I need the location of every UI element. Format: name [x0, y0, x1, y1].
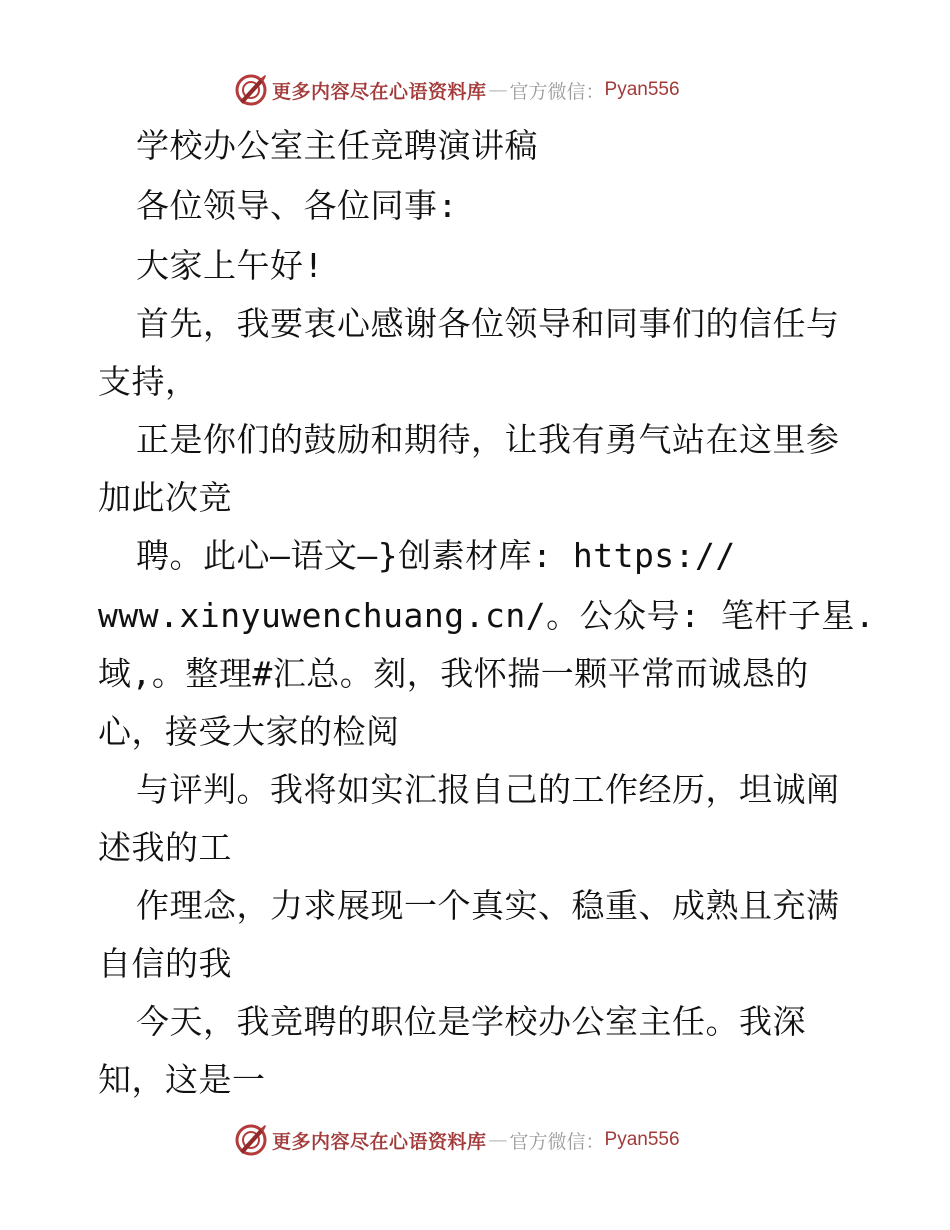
text-line: 域,。整理#汇总。刻，我怀揣一颗平常而诚恳的	[98, 654, 809, 693]
text-line: 心，接受大家的检阅	[98, 712, 400, 751]
text-line: 各位领导、各位同事:	[136, 186, 458, 225]
footer-banner-text: 更多内容尽在心语资料库	[272, 1130, 487, 1153]
text-line: 与评判。我将如实汇报自己的工作经历，坦诚阐	[136, 770, 840, 809]
header-banner-text: 更多内容尽在心语资料库	[272, 80, 487, 103]
text-line: 正是你们的鼓励和期待，让我有勇气站在这里参	[136, 420, 840, 459]
text-line: 知，这是一	[98, 1060, 266, 1099]
footer-wechat-id: Pyan556	[604, 1129, 680, 1150]
text-line: 今天，我竞聘的职位是学校办公室主任。我深	[136, 1002, 806, 1041]
text-line: 自信的我	[98, 944, 232, 983]
footer-banner	[234, 1122, 680, 1158]
document-title: 学校办公室主任竞聘演讲稿	[136, 126, 538, 165]
footer-wechat-label: 官方微信：	[509, 1130, 605, 1153]
pen-logo-icon	[234, 1123, 268, 1157]
text-line: 述我的工	[98, 828, 232, 867]
pen-logo-icon	[234, 73, 268, 107]
text-line: 作理念，力求展现一个真实、稳重、成熟且充满	[136, 886, 840, 925]
header-banner	[234, 72, 680, 108]
header-wechat-id: Pyan556	[604, 79, 680, 100]
text-line: 首先，我要衷心感谢各位领导和同事们的信任与	[136, 304, 840, 343]
header-banner-separator: —	[488, 79, 508, 101]
text-line: 大家上午好!	[136, 246, 324, 285]
text-line: 聘。此心—语文—}创素材库: https://	[136, 536, 736, 575]
text-line: 加此次竞	[98, 478, 232, 517]
footer-banner-separator: —	[488, 1129, 508, 1151]
text-line: 支持，	[98, 362, 199, 401]
text-line: www.xinyuwenchuang.cn/。公众号: 笔杆子星.	[98, 596, 876, 635]
header-wechat-label: 官方微信：	[509, 80, 605, 103]
